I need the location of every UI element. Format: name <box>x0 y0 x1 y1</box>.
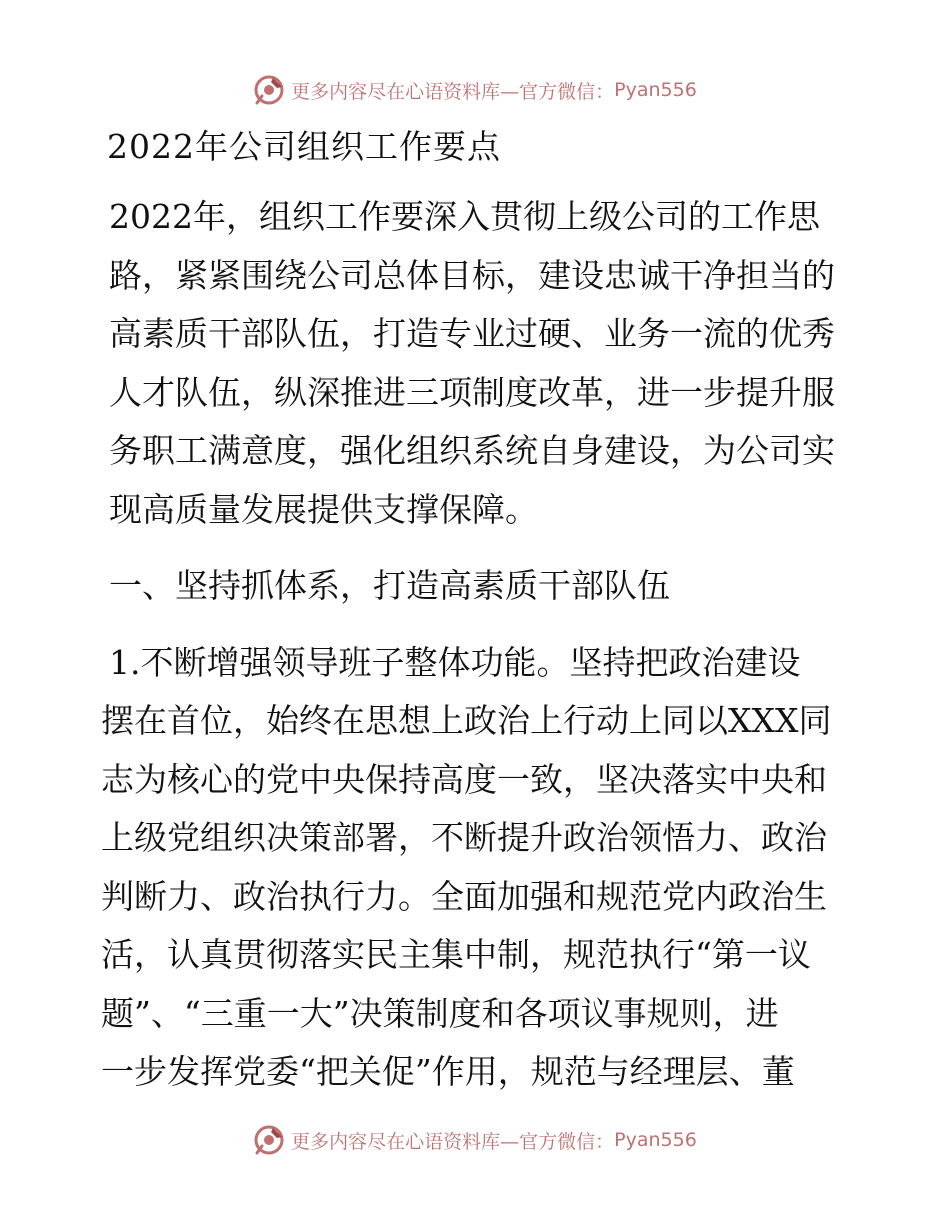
text-line: 高素质干部队伍，打造专业过硬、业务一流的优秀 <box>109 314 835 353</box>
text-line: 路，紧紧围绕公司总体目标，建设忠诚干净担当的 <box>109 255 835 295</box>
text-line: 活，认真贯彻落实民主集中制，规范执行“第一议 <box>101 935 811 974</box>
item-paragraph <box>101 634 851 1102</box>
watermark-account: Pyan556 <box>614 79 697 101</box>
text-line: 1.不断增强领导班子整体功能。坚持把政治建设 <box>109 642 801 682</box>
section-heading <box>101 557 851 616</box>
document-body <box>101 120 851 1102</box>
watermark-text: 更多内容尽在心语资料库—官方微信： <box>291 1130 615 1153</box>
watermark-text: 更多内容尽在心语资料库—官方微信： <box>291 80 615 103</box>
text-line: 上级党组织决策部署，不断提升政治领悟力、政治 <box>101 818 827 857</box>
text-line: 现高质量发展提供支撑保障。 <box>109 489 538 529</box>
text-line: 志为核心的党中央保持高度一致，坚决落实中央和 <box>101 759 827 799</box>
text-line: 摆在首位，始终在思想上政治上行动上同以XXX同 <box>101 701 832 740</box>
watermark-header <box>0 70 950 110</box>
text-line: 一步发挥党委“把关促”作用，规范与经理层、董 <box>101 1052 795 1091</box>
section-heading-text: 一、坚持抓体系，打造高素质干部队伍 <box>109 566 670 605</box>
text-line: 2022年，组织工作要深入贯彻上级公司的工作思 <box>109 197 820 236</box>
text-line: 人才队伍，纵深推进三项制度改革，进一步提升服 <box>109 372 835 412</box>
document-title: 2022年公司组织工作要点 <box>107 127 501 166</box>
watermark-account: Pyan556 <box>614 1129 697 1151</box>
watermark-footer <box>0 1120 950 1160</box>
logo-icon <box>253 1124 285 1156</box>
logo-icon <box>253 74 285 106</box>
intro-paragraph <box>101 188 851 539</box>
text-line: 务职工满意度，强化组织系统自身建设，为公司实 <box>109 431 835 470</box>
text-line: 题”、“三重一大”决策制度和各项议事规则，进 <box>101 993 779 1033</box>
text-line: 判断力、政治执行力。全面加强和规范党内政治生 <box>101 876 827 916</box>
